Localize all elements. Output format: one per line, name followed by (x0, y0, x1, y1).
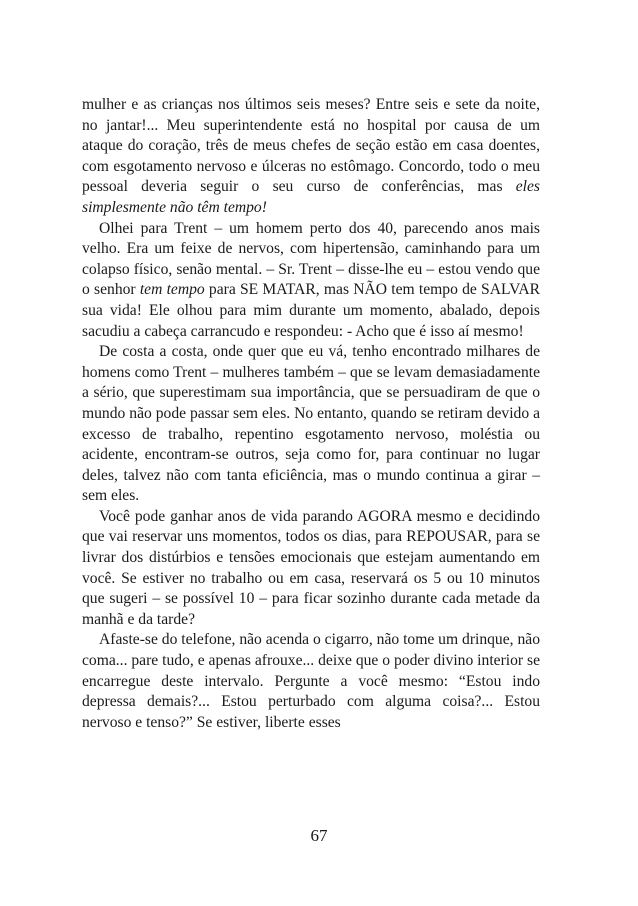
paragraph-text: Olhei para Trent – um homem perto dos 40, parecendo anos mais velho. Era um feixe de nervos, com hipertensão, caminhando para um colapso físico, senão mental. – Sr. Trent – disse-lhe eu – estou vendo que o senhor (82, 219, 540, 299)
paragraph-text: Você pode ganhar anos de vida parando AGORA mesmo e decidindo que vai reservar uns momentos, todos os dias, para REPOUSAR, para se livrar dos distúrbios e tensões emocionais que estejam aumentando em você. Se estiver no trabalho ou em casa, reservará os 5 ou 10 minutos que sugeri – se possível 10 – para ficar sozinho durante cada metade da manhã e da tarde? (82, 507, 540, 628)
paragraph-2 (82, 219, 540, 343)
paragraph-5 (82, 630, 540, 733)
body-text (82, 95, 540, 733)
paragraph-text: De costa a costa, onde quer que eu vá, tenho encontrado milhares de homens como Trent – mulheres também – que se levam demasiadamente a sério, que superestimam sua importância, que se persuadiram de que o mundo não pode passar sem eles. No entanto, quando se retiram devido a excesso de trabalho, repentino esgotamento nervoso, moléstia ou acidente, encontram-se outros, seja como for, para continuar no lugar deles, talvez não com tanta eficiência, mas o mundo continua a girar – sem eles. (82, 343, 540, 505)
paragraph-1 (82, 95, 540, 219)
paragraph-4 (82, 507, 540, 631)
paragraph-text: Afaste-se do telefone, não acenda o cigarro, não tome um drinque, não coma... pare tudo, e apenas afrouxe... deixe que o poder divino interior se encarregue deste intervalo. Pergunte a você mesmo: “Estou indo depressa demais?... Estou perturbado com alguma coisa?... Estou nervoso e tenso?” Se estiver, liberte esses (82, 631, 540, 731)
emphasis-text: eles simplesmente não têm tempo! (82, 178, 540, 216)
paragraph-text: mulher e as crianças nos últimos seis meses? Entre seis e sete da noite, no jantar!... Meu superintendente está no hospital por causa de um ataque do coração, três de meus chefes de seção estão em casa doentes, com esgotamento nervoso e úlceras no estômago. Concordo, todo o meu pessoal deveria seguir o seu curso de conferências, mas (82, 96, 540, 196)
emphasis-text: tem tempo (139, 281, 205, 299)
paragraph-3 (82, 342, 540, 507)
paragraph-text: para SE MATAR, mas NÃO tem tempo de SALVAR sua vida! Ele olhou para mim durante um momento, abalado, depois sacudiu a cabeça carrancudo e respondeu: - Acho que é isso aí mesmo! (82, 281, 540, 340)
page-number: 67 (310, 826, 328, 845)
